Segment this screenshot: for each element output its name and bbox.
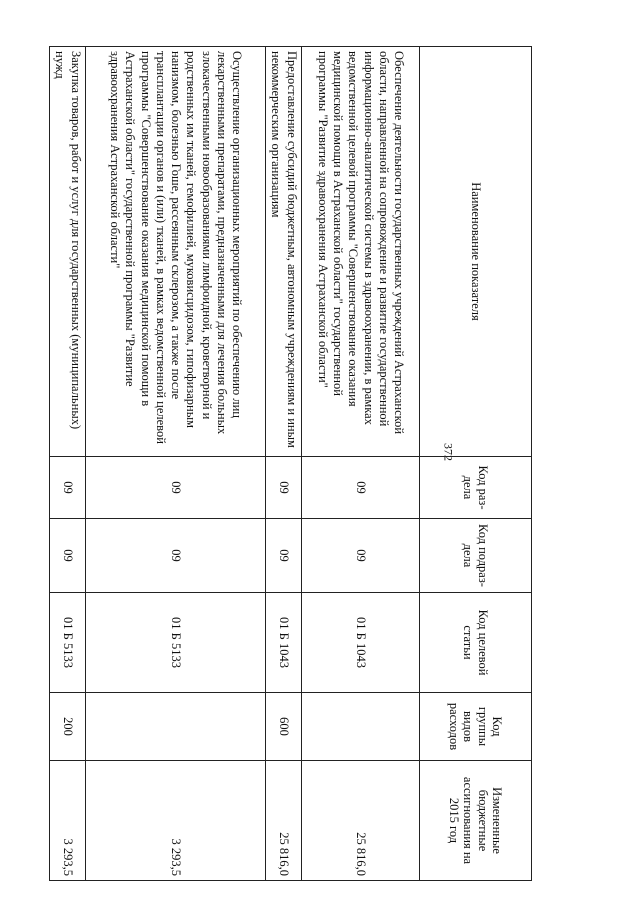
row-target-article-code: 01 Б 1043 [302, 593, 420, 693]
row-section-code: 09 [266, 457, 302, 519]
row-indicator-name: Закупка товаров, работ и услуг для государственных (муниципальных) нужд [50, 47, 86, 457]
row-target-article-code: 01 Б 1043 [266, 593, 302, 693]
header-expense-group-code: Код группы видов расходов [420, 693, 532, 761]
row-expense-group-code: 200 [50, 693, 86, 761]
row-budget-amount: 3 293,5 [50, 761, 86, 881]
header-section-code: Код раз- дела [420, 457, 532, 519]
budget-allocation-table [49, 46, 532, 881]
row-subsection-code: 09 [86, 519, 266, 593]
header-indicator-name: Наименование показателя [420, 47, 532, 457]
header-budget-allocation-2015: Измененные бюджетные ассигнования на 2015 год [420, 761, 532, 881]
row-expense-group-code [86, 693, 266, 761]
table-row [86, 47, 266, 881]
rotated-page-content [53, 46, 532, 880]
table-header-row [420, 47, 532, 881]
header-subsection-code: Код подраз- дела [420, 519, 532, 593]
page-number: 372 [441, 443, 456, 461]
row-budget-amount: 25 816,0 [266, 761, 302, 881]
table-row [50, 47, 86, 881]
row-subsection-code: 09 [266, 519, 302, 593]
row-subsection-code: 09 [50, 519, 86, 593]
table-row [302, 47, 420, 881]
row-budget-amount: 3 293,5 [86, 761, 266, 881]
row-expense-group-code [302, 693, 420, 761]
header-target-article-code: Код целевой статьи [420, 593, 532, 693]
table-row [266, 47, 302, 881]
row-budget-amount: 25 816,0 [302, 761, 420, 881]
row-expense-group-code: 600 [266, 693, 302, 761]
row-indicator-name: Осуществление организационных мероприятий по обеспечению лиц лекарственными препаратами, предназначенными для лечения больных злокачественными новообразованиями лимфоидной, кроветворной и родственных им тканей, гемофилией, муковисцидозом, гипофизарным нанизмом, болезнью Гоше, рассеянным склерозом, а также после трансплантации органов и (или) тканей, в рамках ведомственной целевой программы "Совершенствование оказания медицинской помощи в Астраханской области" государственной программы "Развитие здравоохранения Астраханской области" [86, 47, 266, 457]
row-target-article-code: 01 Б 5133 [50, 593, 86, 693]
row-target-article-code: 01 Б 5133 [86, 593, 266, 693]
row-section-code: 09 [86, 457, 266, 519]
row-section-code: 09 [50, 457, 86, 519]
row-section-code: 09 [302, 457, 420, 519]
row-indicator-name: Обеспечение деятельности государственных учреждений Астраханской области, направленной на сопровождение и развитие государственной информационно-аналитической системы в здравоохранении, в рамках ведомственной целевой программы "Совершенствование оказания медицинской помощи в Астраханской области" государственной программы "Развитие здравоохранения Астраханской области" [302, 47, 420, 457]
row-indicator-name: Предоставление субсидий бюджетным, автономным учреждениям и иным некоммерческим организациям [266, 47, 302, 457]
row-subsection-code: 09 [302, 519, 420, 593]
